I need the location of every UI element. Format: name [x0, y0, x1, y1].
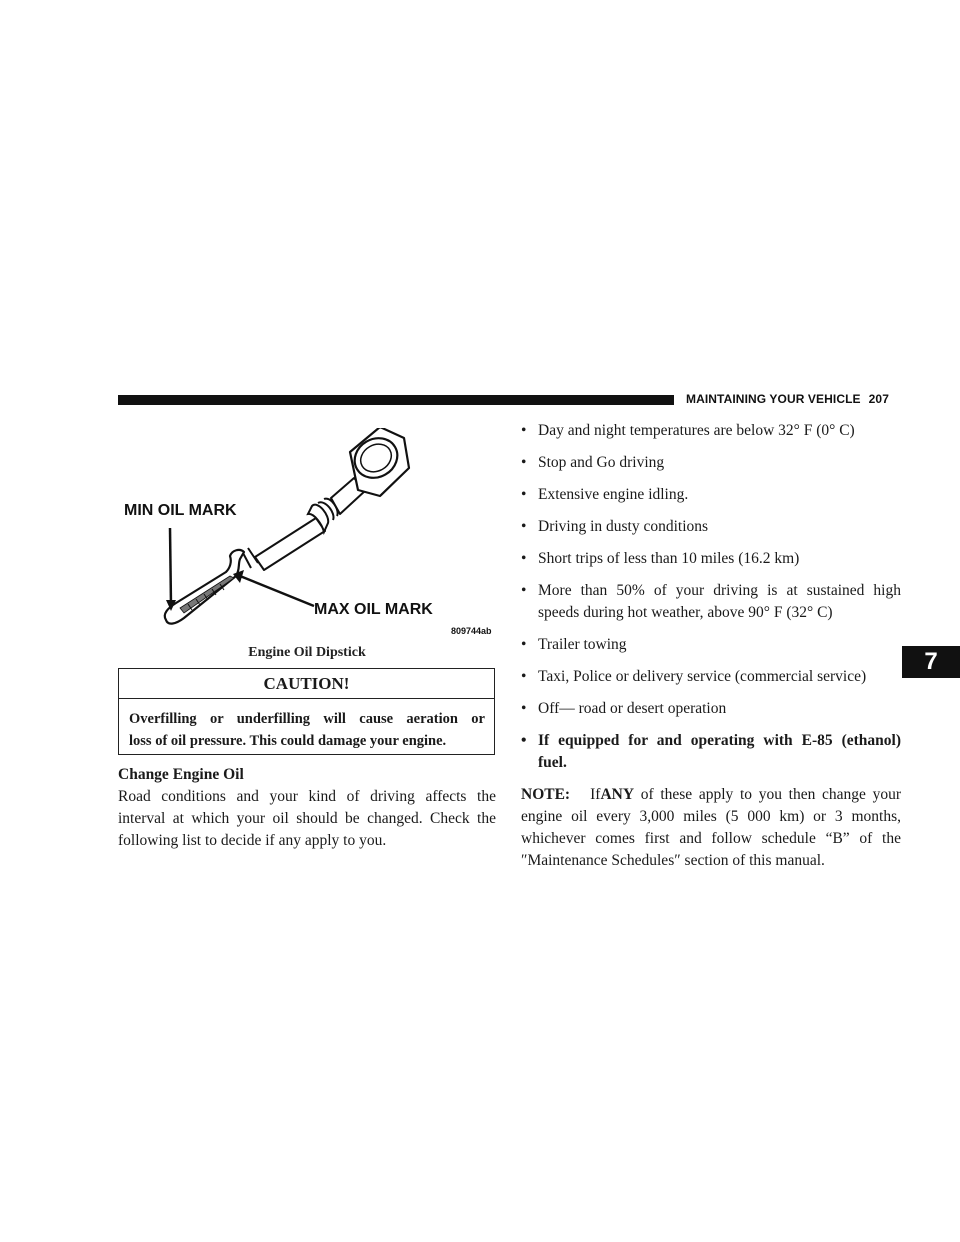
header-rule [118, 395, 674, 405]
list-item: • Day and night temperatures are below 32° F (0° C) [521, 420, 901, 442]
bullet-dot: • [521, 550, 527, 567]
figure-code: 809744ab [451, 626, 492, 636]
paragraph-line: following list to decide if any apply to you. [118, 832, 387, 849]
max-oil-mark-label: MAX OIL MARK [314, 601, 433, 618]
caution-title: CAUTION! [119, 669, 494, 699]
dipstick-illustration [118, 428, 496, 643]
list-item: • If equipped for and operating with E-85 (ethanol) fuel. [521, 732, 901, 771]
section-heading: Change Engine Oil [118, 766, 244, 783]
bullet-dot: • [521, 486, 527, 503]
dipstick-figure [118, 428, 496, 643]
bullet-dot: • [521, 732, 527, 749]
bullet-dot: • [521, 518, 527, 535]
list-item: • Short trips of less than 10 miles (16.2 km) [521, 548, 901, 570]
note-line: ″Maintenance Schedules″ section of this manual. [521, 852, 825, 869]
bullet-dot: • [521, 700, 527, 717]
running-header [686, 392, 889, 406]
list-item: • More than 50% of your driving is at sustained high speeds during hot weather, above 90° F (32° C) [521, 582, 901, 621]
header-section-title: MAINTAINING YOUR VEHICLE [686, 392, 861, 406]
note-emphasis: ANY [600, 786, 635, 803]
note-paragraph: NOTE: IfANY of these apply to you then change your engine oil every 3,000 miles (5 000 km) or 3 months, whichever comes first and follow schedule “B” of the ″Maintenance Schedules″ section of this manual. [521, 784, 901, 872]
list-item: • Off— road or desert operation [521, 698, 901, 720]
bullet-dot: • [521, 668, 527, 685]
caution-line: loss of oil pressure. This could damage your engine. [129, 733, 447, 749]
caution-text [119, 699, 494, 752]
page-number: 207 [868, 392, 889, 406]
bullet-dot: • [521, 454, 527, 471]
bullet-dot: • [521, 582, 527, 599]
list-item: • Extensive engine idling. [521, 484, 901, 506]
note-label: NOTE: [521, 786, 571, 803]
caution-box [118, 668, 495, 755]
note-line: whichever comes first and follow schedule “B” of the [521, 830, 901, 847]
bullet-dot: • [521, 636, 527, 653]
min-oil-mark-label: MIN OIL MARK [124, 502, 237, 519]
bullet-dot: • [521, 422, 527, 439]
paragraph-line: Road conditions and your kind of driving affects the [118, 788, 496, 805]
figure-caption: Engine Oil Dipstick [248, 645, 366, 660]
paragraph-line: interval at which your oil should be changed. Check the [118, 810, 496, 827]
list-item: • Driving in dusty conditions [521, 516, 901, 538]
caution-line: Overfilling or underfilling will cause aeration or [129, 711, 485, 727]
conditions-list [521, 420, 901, 872]
list-item: • Trailer towing [521, 634, 901, 656]
chapter-tab: 7 [902, 646, 960, 678]
list-item: • Taxi, Police or delivery service (commercial service) [521, 666, 901, 688]
note-line: engine oil every 3,000 miles (5 000 km) or 3 months, [521, 808, 901, 825]
change-oil-section [118, 764, 496, 852]
list-item: • Stop and Go driving [521, 452, 901, 474]
